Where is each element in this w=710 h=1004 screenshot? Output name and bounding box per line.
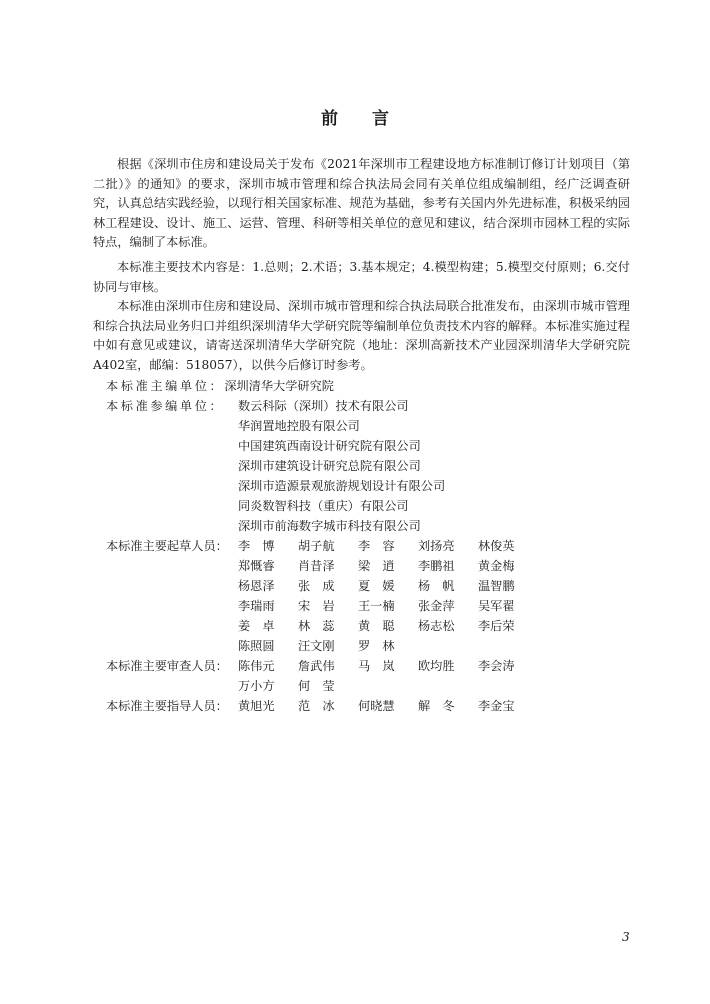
chief-editor-label: 本标准主编单位： xyxy=(106,379,225,393)
participating-label: 本标准参编单位： xyxy=(106,399,225,413)
person-name: 马 岚 xyxy=(358,659,395,673)
chief-editor-row xyxy=(106,376,334,396)
chief-editor-value: 深圳清华大学研究院 xyxy=(224,379,334,393)
person-name: 杨 帆 xyxy=(418,579,455,593)
person-name: 温智鹏 xyxy=(478,579,515,593)
preface-paragraph: 本标准由深圳市住房和建设局、深圳市城市管理和综合执法局联合批准发布，由深圳市城市管理和综合执法局业务归口并组织深圳清华大学研究院等编制单位负责技术内容的解释。本标准实施过程中如有意见或建议，请寄送深圳清华大学研究院（地址：深圳高新技术产业园深圳清华大学研究院A402室，邮编：518057），以供今后修订时参考。 xyxy=(93,299,630,372)
person-name: 陈照圆 xyxy=(238,639,275,653)
person-name: 李会涛 xyxy=(478,659,515,673)
person-name: 夏 媛 xyxy=(358,579,395,593)
person-name: 吴军翟 xyxy=(478,599,515,613)
person-name: 黄旭光 xyxy=(238,699,275,713)
person-name: 张 成 xyxy=(298,579,335,593)
person-name: 宋 岩 xyxy=(298,599,335,613)
person-name: 陈伟元 xyxy=(238,659,275,673)
participating-org: 深圳市造源景观旅游规划设计有限公司 xyxy=(238,479,446,493)
person-name: 林 蕊 xyxy=(298,619,335,633)
person-name: 李后荣 xyxy=(478,619,515,633)
title-char: 前 xyxy=(321,109,338,129)
drafters-names-row xyxy=(238,536,538,556)
participating-org: 数云科际（深圳）技术有限公司 xyxy=(238,399,409,413)
drafters-names-row xyxy=(238,576,538,596)
person-name: 黄金梅 xyxy=(478,559,515,573)
person-name: 罗 林 xyxy=(358,639,395,653)
person-name: 林俊英 xyxy=(478,539,515,553)
participating-org: 同炎数智科技（重庆）有限公司 xyxy=(238,499,409,513)
drafters-label-row xyxy=(106,536,228,556)
advisors-label: 本标准主要指导人员： xyxy=(106,699,228,713)
participating-label-row xyxy=(106,396,224,416)
person-name: 肖昔泽 xyxy=(298,559,335,573)
person-name: 李金宝 xyxy=(478,699,515,713)
person-name: 范 冰 xyxy=(298,699,335,713)
person-name: 刘扬亮 xyxy=(418,539,455,553)
person-name: 詹武伟 xyxy=(298,659,335,673)
person-name: 汪文刚 xyxy=(298,639,335,653)
page-number: 3 xyxy=(622,930,630,944)
drafters-names-row xyxy=(238,596,538,616)
person-name: 张金萍 xyxy=(418,599,455,613)
drafters-names-row xyxy=(238,616,538,636)
person-name: 解 冬 xyxy=(418,699,455,713)
participating-org: 深圳市建筑设计研究总院有限公司 xyxy=(238,459,421,473)
person-name: 何晓慧 xyxy=(358,699,395,713)
participating-org: 华润置地控股有限公司 xyxy=(238,419,360,433)
person-name: 李 博 xyxy=(238,539,275,553)
reviewers-label: 本标准主要审查人员： xyxy=(106,659,228,673)
person-name: 杨恩泽 xyxy=(238,579,275,593)
person-name: 何 莹 xyxy=(298,679,335,693)
drafters-names-row xyxy=(238,636,418,656)
page-title xyxy=(0,104,710,129)
person-name: 李鹏祖 xyxy=(418,559,455,573)
preface-paragraph: 根据《深圳市住房和建设局关于发布《2021年深圳市工程建设地方标准制订修订计划项目（第二批）》的通知》的要求，深圳市城市管理和综合执法局会同有关单位组成编制组，经广泛调查研究，认真总结实践经验，以现行相关国家标准、规范为基础，参考有关国内外先进标准，积极采纳园林工程建设、设计、施工、运营、管理、科研等相关单位的意见和建议，结合深圳市园林工程的实际特点，编制了本标准。 xyxy=(93,157,630,249)
person-name: 姜 卓 xyxy=(238,619,275,633)
reviewers-label-row xyxy=(106,656,228,676)
person-name: 李瑞雨 xyxy=(238,599,275,613)
drafters-label: 本标准主要起草人员： xyxy=(106,539,228,553)
drafters-names-row xyxy=(238,556,538,576)
person-name: 王一楠 xyxy=(358,599,395,613)
preface-paragraph: 本标准主要技术内容是：1.总则；2.术语；3.基本规定；4.模型构建；5.模型交付原则；6.交付协同与审核。 xyxy=(93,260,630,294)
title-char: 言 xyxy=(372,109,389,129)
reviewers-names-row xyxy=(238,676,358,696)
person-name: 梁 逍 xyxy=(358,559,395,573)
person-name: 胡子航 xyxy=(298,539,335,553)
advisors-names-row xyxy=(238,696,538,716)
person-name: 黄 聪 xyxy=(358,619,395,633)
person-name: 李 容 xyxy=(358,539,395,553)
advisors-label-row xyxy=(106,696,228,716)
person-name: 杨志松 xyxy=(418,619,455,633)
participating-org: 深圳市前海数字城市科技有限公司 xyxy=(238,519,421,533)
participating-org: 中国建筑西南设计研究院有限公司 xyxy=(238,439,421,453)
reviewers-names-row xyxy=(238,656,538,676)
person-name: 郑慨睿 xyxy=(238,559,275,573)
person-name: 万小方 xyxy=(238,679,275,693)
person-name: 欧均胜 xyxy=(418,659,455,673)
